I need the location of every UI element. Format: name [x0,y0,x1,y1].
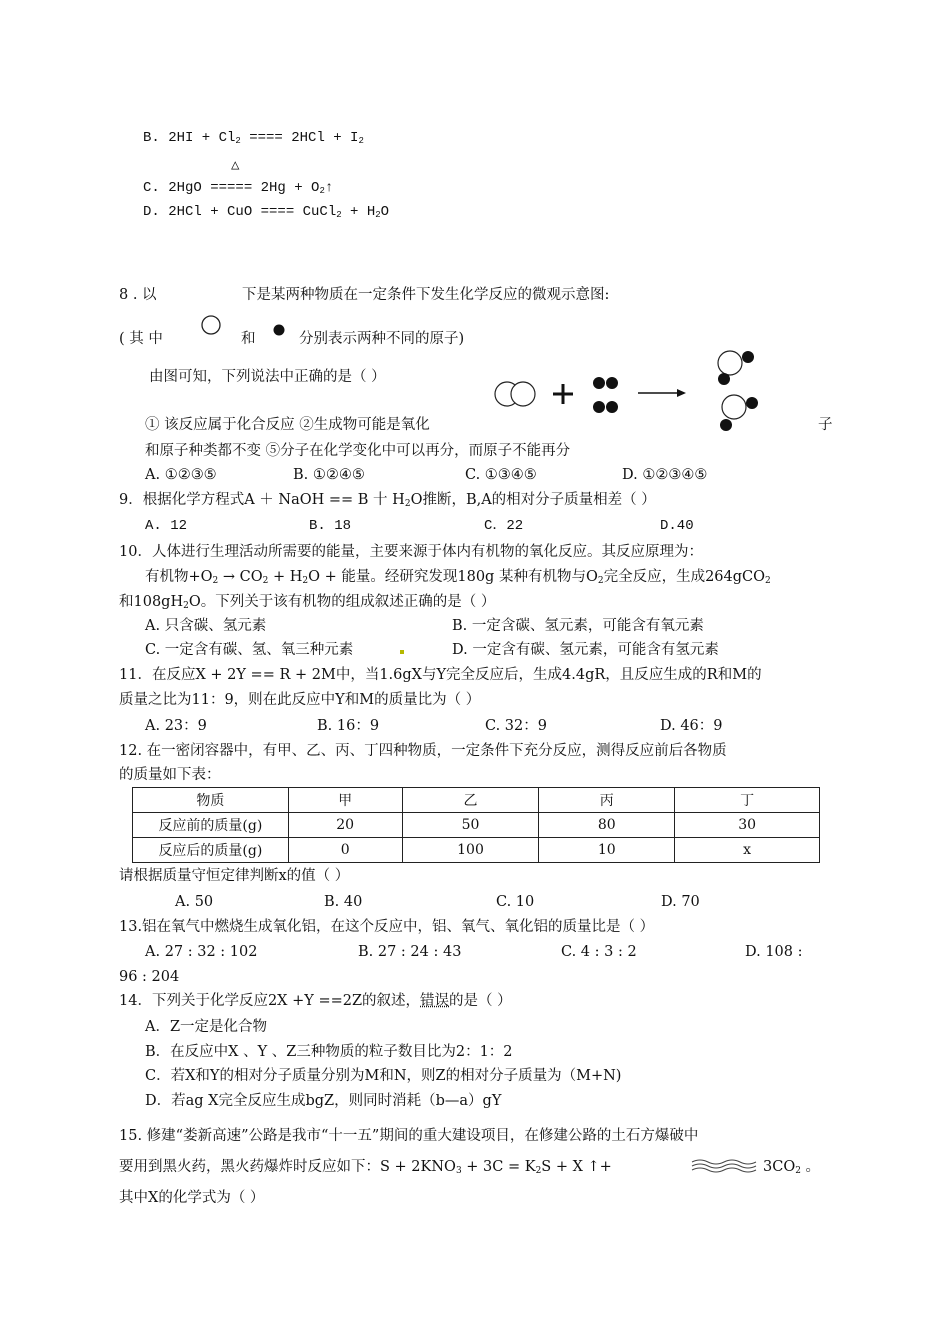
table-header-row [133,788,820,813]
reaction-diagram [480,345,770,437]
q8-statements-1: ① 该反应属于化合反应 ②生成物可能是氧化 [145,417,430,433]
q12-option-a: A. 50 [175,894,214,910]
q8-legend-end: 分别表示两种不同的原子) [299,331,465,347]
wavy-line-icon [690,1158,762,1174]
mass-table [132,787,820,863]
q14-option-a: A．Z一定是化合物 [145,1019,268,1035]
white-atom-icon [199,314,223,336]
q11-option-a: A. 23：9 [145,718,207,734]
q14-option-c: C．若X和Y的相对分子质量分别为M和N，则Z的相对分子质量为（M+N) [145,1068,622,1084]
table-cell: 30 [675,813,820,838]
q10-stem-3: 和$108gH_2O$。下列关于该有机物的组成叙述正确的是（ ） [119,594,496,611]
emphasis-wrong: 错误 [420,993,450,1009]
q8-statements-2: 和原子种类都不变 ⑤分子在化学变化中可以再分，而原子不能再分 [145,443,571,459]
q15-stem-2-end: $3CO_2$ 。 [763,1159,821,1176]
reaction-arrow-head [677,389,686,397]
q9-stem: 9．根据化学方程式A ＋ NaOH == B 十 $H_2O$推断，B,A的相对分子质量相差（ ） [119,492,656,509]
table-row [133,838,820,863]
q10-option-d: D. 一定含有碳、氢元素，可能含有氢元素 [452,642,719,658]
q12-stem-1: 12. 在一密闭容器中，有甲、乙、丙、丁四种物质，一定条件下充分反应，测得反应前后各物质 [119,743,727,759]
q9-option-c: C．22 [484,518,524,534]
q13-option-d: D. 108 : [745,944,803,960]
table-cell: 反应后的质量(g) [133,838,289,863]
heat-triangle-symbol: △ [231,158,240,174]
q14-option-d: D．若ag X完全反应生成bgZ，则同时消耗（b—a）gY [145,1093,502,1109]
q7-option-c: C. 2HgO ===== $2Hg + O_2↑$ [143,180,334,196]
q10-option-c: C. 一定含有碳、氢、氧三种元素 [145,642,354,658]
table-header: 乙 [402,788,539,813]
q9-option-a: A. 12 [145,518,188,534]
table-header: 丁 [675,788,820,813]
table-header: 物质 [133,788,289,813]
q8-stem: 下是某两种物质在一定条件下发生化学反应的微观示意图: [242,287,610,303]
table-cell: 10 [539,838,675,863]
q8-stem-start: 8 . 以 [119,287,157,303]
q15-stem-3: 其中X的化学式为（ ） [119,1190,265,1206]
q7-option-d: D. 2HCl + CuO ==== CuCl$_2$ + $H_2O$ [143,204,390,220]
q8-option-d: D. ①②③④⑤ [622,467,708,483]
q11-option-d: D. 46：9 [660,718,723,734]
q10-option-a: A. 只含碳、氢元素 [145,618,267,634]
q10-option-b: B. 一定含碳、氢元素，可能含有氧元素 [452,618,704,634]
q8-option-a: A. ①②③⑤ [145,467,217,483]
reactant-black-atom [606,377,618,389]
q7-option-b: B. $2HI + Cl_2$ ==== $2HCl + I_2$ [143,130,364,146]
product-white-atom [722,395,746,419]
q12-option-d: D. 70 [661,894,700,910]
q8-option-b: B. ①②④⑤ [293,467,365,483]
reactant-black-atom [593,401,605,413]
q11-option-c: C. 32：9 [485,718,547,734]
table-row [133,813,820,838]
product-black-atom [720,419,732,431]
q15-stem-1: 15. 修建“娄新高速”公路是我市“十一五”期间的重大建设项目，在修建公路的土石方爆破中 [119,1128,699,1144]
table-cell: 反应前的质量(g) [133,813,289,838]
q11-stem-1: 11．在反应X + 2Y == R + 2M中，当1.6gX与Y完全反应后，生成4.4gR，且反应生成的R和M的 [119,667,762,683]
q8-statements-1-end: 子 [818,417,833,433]
q13-option-d-cont: 96 : 204 [119,969,180,985]
black-atom-icon [272,323,286,337]
table-cell: 80 [539,813,675,838]
product-black-atom [718,373,730,385]
product-white-atom [718,351,742,375]
q10-stem-2: 有机物$+O_2 \to CO_2 + H_2O$ + 能量。经研究发现180g 某种有机物与$O_2$完全反应，生成264gCO$_2$ [145,569,771,586]
q11-option-b: B. 16：9 [317,718,380,734]
reactant-black-atom [593,377,605,389]
q8-option-c: C. ①③④⑤ [465,467,537,483]
table-cell: 20 [288,813,402,838]
q9-option-b: B. 18 [309,518,352,534]
product-black-atom [746,397,758,409]
q12-option-b: B. 40 [324,894,363,910]
table-cell: x [675,838,820,863]
stray-dot [400,650,404,654]
q13-option-a: A. 27 : 32 : 102 [145,944,258,960]
table-cell: 50 [402,813,539,838]
table-header: 甲 [288,788,402,813]
q8-legend-and: 和 [241,331,256,347]
q13-option-b: B. 27 : 24 : 43 [358,944,462,960]
reactant-black-atom [606,401,618,413]
q8-legend-start: ( 其 中 [119,331,163,347]
q12-option-c: C. 10 [496,894,535,910]
q13-option-c: C. 4 : 3 : 2 [561,944,637,960]
q14-option-b: B．在反应中X 、Y 、Z三种物质的粒子数目比为2：1：2 [145,1044,513,1060]
q10-stem-1: 10．人体进行生理活动所需要的能量，主要来源于体内有机物的氧化反应。其反应原理为： [119,544,703,560]
q13-stem: 13.铝在氧气中燃烧生成氧化铝，在这个反应中，铝、氧气、氧化铝的质量比是（ ） [119,919,655,935]
table-header: 丙 [539,788,675,813]
q14-stem: 14．下列关于化学反应2X +Y ==2Z的叙述，错误的是（ ） [119,993,512,1009]
q9-option-d: D.40 [660,518,694,534]
q15-stem-2: 要用到黑火药，黑火药爆炸时反应如下：$S + 2KNO_3 + 3C = K_2S + X$ ↑+ [119,1159,612,1176]
reactant-white-atom [511,382,535,406]
q11-stem-2: 质量之比为11：9，则在此反应中Y和M的质量比为（ ） [119,692,481,708]
table-cell: 0 [288,838,402,863]
table-cell: 100 [402,838,539,863]
q12-stem-2: 的质量如下表： [119,767,221,783]
product-black-atom [742,351,754,363]
q12-question: 请根据质量守恒定律判断x的值（ ） [119,868,350,884]
q8-question: 由图可知，下列说法中正确的是（ ） [149,369,386,385]
